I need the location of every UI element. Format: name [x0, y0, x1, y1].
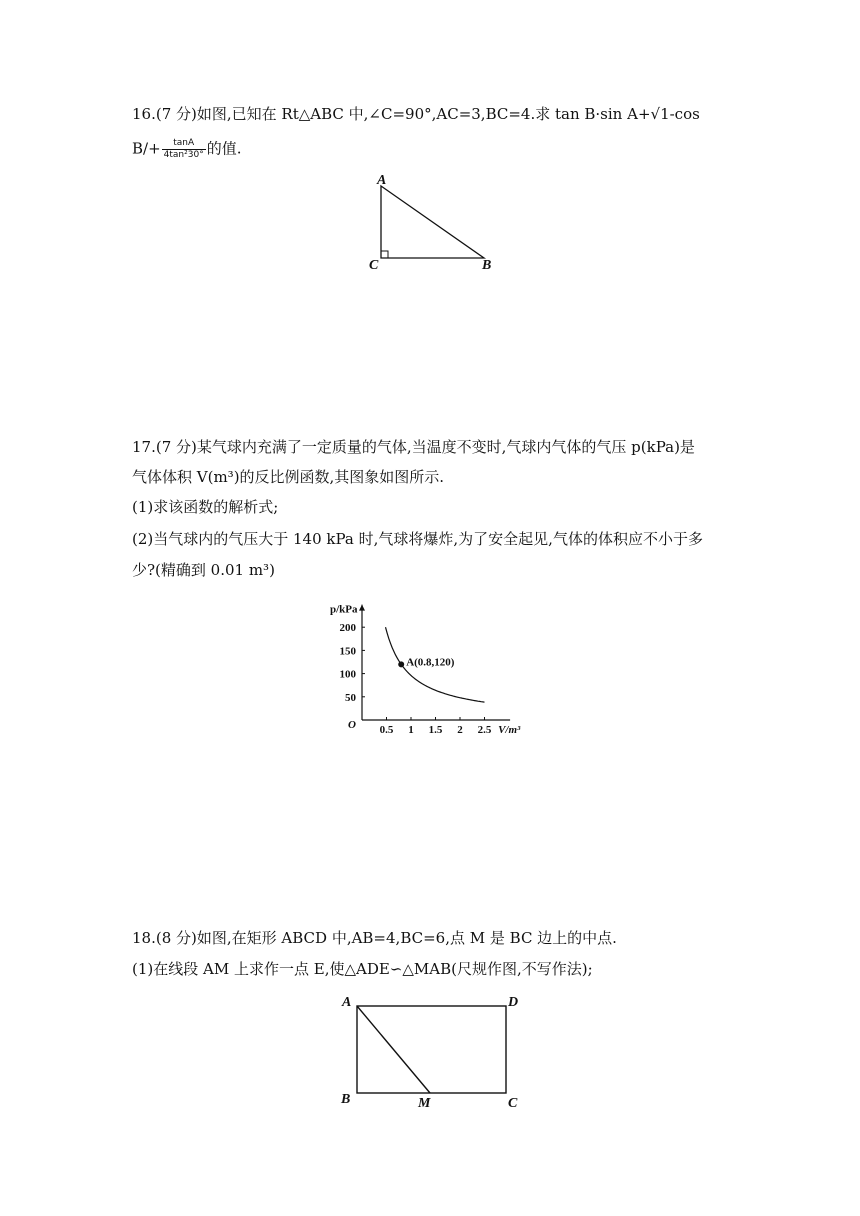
q16-line2-suffix: 的值.: [206, 139, 242, 158]
x-tick-label: 2.5: [477, 724, 492, 736]
vertex-label-b: B: [482, 258, 492, 273]
q17-line2: 气体体积 V(m³)的反比例函数,其图象如图所示.: [132, 468, 445, 486]
y-tick-label: 50: [345, 691, 356, 704]
q16-fraction-numerator: tanA: [162, 138, 206, 150]
chart-y-axis-label: p/kPa: [330, 603, 358, 616]
vertex-label-d: D: [508, 995, 519, 1010]
q18-line1: 18.(8 分)如图,在矩形 ABCD 中,AB=4,BC=6,点 M 是 BC 边上的中点.: [132, 929, 617, 947]
x-tick-label: 1.5: [428, 724, 443, 736]
vertex-label-a: A: [377, 173, 387, 188]
x-tick-label: 2: [457, 724, 463, 736]
q16-line2-prefix: B/+: [132, 139, 161, 158]
segment-am: [357, 1006, 430, 1093]
q17-line1: 17.(7 分)某气球内充满了一定质量的气体,当温度不变时,气球内气体的气压 p(kPa)是: [132, 438, 695, 456]
y-tick-label: 100: [339, 668, 356, 681]
q16-line1: 16.(7 分)如图,已知在 Rt△ABC 中,∠C=90°,AC=3,BC=4.求 tan B·sin A+√1-cos: [132, 105, 700, 123]
rectangle-abcd: [357, 1006, 506, 1093]
x-tick-label: 0.5: [379, 724, 394, 736]
vertex-label-b: B: [341, 1092, 351, 1107]
q16-fraction: [162, 138, 206, 161]
chart-origin-label: O: [348, 719, 356, 731]
vertex-label-c: C: [369, 258, 379, 273]
vertex-label-a: A: [342, 995, 352, 1010]
chart-point-a: [398, 661, 404, 667]
q17-pressure-volume-chart: [320, 585, 540, 740]
chart-point-a-label: A(0.8,120): [406, 656, 455, 669]
triangle-abc: [381, 186, 484, 258]
q16-triangle-figure: [360, 168, 510, 278]
q16-line2: [132, 138, 241, 161]
q17-line4: (2)当气球内的气压大于 140 kPa 时,气球将爆炸,为了安全起见,气体的体积应不小于多: [132, 530, 703, 548]
y-tick-label: 200: [339, 622, 356, 635]
vertex-label-m: M: [418, 1096, 431, 1110]
y-axis-arrow: [359, 605, 365, 611]
chart-x-axis-label: V/m³: [498, 724, 521, 736]
q17-line5: 少?(精确到 0.01 m³): [132, 561, 275, 579]
x-tick-label: 1: [408, 724, 414, 736]
q18-line2: (1)在线段 AM 上求作一点 E,使△ADE∽△MAB(尺规作图,不写作法);: [132, 960, 593, 978]
q17-line3: (1)求该函数的解析式;: [132, 498, 279, 516]
q18-rectangle-figure: [336, 990, 536, 1110]
vertex-label-c: C: [508, 1096, 518, 1110]
q16-fraction-denominator: 4tan²30°: [163, 150, 204, 160]
right-angle-mark: [381, 251, 388, 258]
y-tick-label: 150: [339, 645, 356, 658]
